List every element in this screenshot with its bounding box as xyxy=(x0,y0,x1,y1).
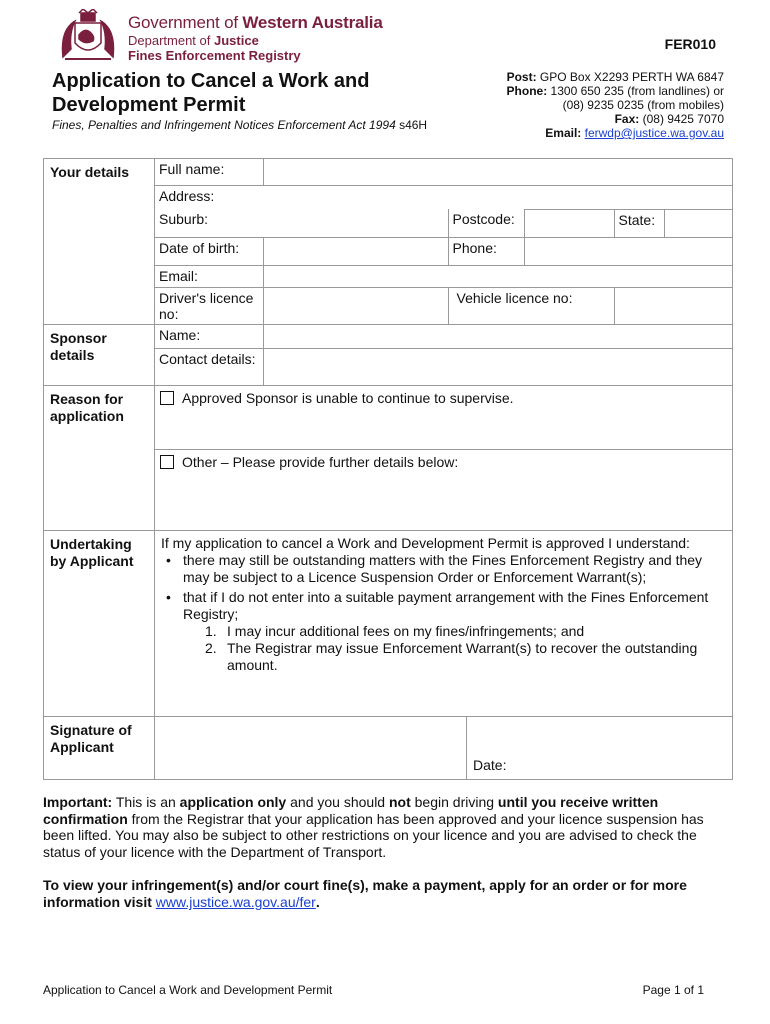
reason-option-other[interactable] xyxy=(155,450,732,530)
undertaking-bullet-2: • that if I do not enter into a suitable payment arrangement with the Fines Enforcement Registry; 1. I may incur additional fees on my fines/infringements; and 2. The Registrar may issue Enforcement Warrant(s) to recover the outstanding amount. xyxy=(161,589,726,674)
sponsor-name-label: Name: xyxy=(155,325,263,349)
justice-link[interactable]: www.justice.wa.gov.au/fer xyxy=(155,894,316,910)
reason-option2-label: Other – Please provide further details below: xyxy=(182,453,459,470)
vehicle-licence-label: Vehicle licence no: xyxy=(448,287,614,324)
view-info: To view your infringement(s) and/or court fine(s), make a payment, apply for an order or for more information visit www.justice.wa.gov.au/fer. xyxy=(43,877,687,910)
state-field[interactable] xyxy=(664,209,732,237)
signature-field[interactable] xyxy=(155,717,467,779)
suburb-field[interactable] xyxy=(155,209,448,237)
dob-field[interactable] xyxy=(263,237,448,265)
reason-option1-label: Approved Sponsor is unable to continue to supervise. xyxy=(182,389,514,406)
important-notice: Important: This is an application only and you should not begin driving until you receive written confirmation from the Registrar that your application has been approved and your licence suspension has been lifted. You may also be subject to other restrictions on your licence and you are advised to check the status of your licence with the Department of Transport. xyxy=(43,794,704,860)
email-field[interactable] xyxy=(263,265,732,287)
reason-option-approved[interactable] xyxy=(155,386,732,450)
undertaking-intro: If my application to cancel a Work and Development Permit is approved I understand: xyxy=(161,534,690,551)
address-label: Address: xyxy=(155,185,732,209)
drivers-licence-field[interactable] xyxy=(263,287,448,324)
page-number: Page 1 of 1 xyxy=(642,983,704,997)
sponsor-details-label: Sponsor details xyxy=(44,324,155,385)
act-reference: Fines, Penalties and Infringement Notices Enforcement Act 1994 s46H xyxy=(52,118,428,132)
phone-line-2: (08) 9235 0235 (from mobiles) xyxy=(562,98,724,112)
suburb-label: Suburb: xyxy=(159,211,209,227)
phone-label: Phone: xyxy=(448,237,524,265)
undertaking-bullet-1: • there may still be outstanding matters with the Fines Enforcement Registry and they may be subject to a Licence Suspension Order or Enforcement Warrant(s); xyxy=(161,552,726,586)
registry-title: Fines Enforcement Registry xyxy=(128,48,301,63)
full-name-field[interactable] xyxy=(263,159,732,185)
undertaking-sub-1: 1. I may incur additional fees on my fines/infringements; and xyxy=(205,623,726,640)
email-line: Email: ferwdp@justice.wa.gov.au xyxy=(545,126,724,140)
date-label: Date: xyxy=(473,756,507,773)
checkbox-other[interactable] xyxy=(160,455,174,469)
checkbox-sponsor-unable[interactable] xyxy=(160,391,174,405)
page-title: Application to Cancel a Work and Development Permit xyxy=(52,70,370,116)
contact-details-label: Contact details: xyxy=(155,349,263,385)
undertaking-sub-2: 2. The Registrar may issue Enforcement Warrant(s) to recover the outstanding amount. xyxy=(205,640,726,674)
dob-label: Date of birth: xyxy=(155,237,263,265)
vehicle-licence-field[interactable] xyxy=(614,287,732,324)
header xyxy=(0,0,770,160)
form-code: FER010 xyxy=(664,36,716,52)
government-title: Government of Western Australia xyxy=(128,13,383,32)
application-form xyxy=(43,158,733,780)
wa-crest-logo xyxy=(55,9,121,61)
fax-line: Fax: (08) 9425 7070 xyxy=(614,112,724,126)
date-field[interactable] xyxy=(467,717,732,779)
email-link[interactable]: ferwdp@justice.wa.gov.au xyxy=(584,126,724,140)
undertaking-label: Undertaking by Applicant xyxy=(44,530,155,716)
phone-line: Phone: 1300 650 235 (from landlines) or xyxy=(506,84,724,98)
contact-block xyxy=(507,70,724,140)
footer-title: Application to Cancel a Work and Development Permit xyxy=(43,983,333,997)
state-label: State: xyxy=(614,209,664,237)
email-label: Email: xyxy=(155,265,263,287)
post-line: Post: GPO Box X2293 PERTH WA 6847 xyxy=(506,70,724,84)
sponsor-name-field[interactable] xyxy=(263,325,732,349)
full-name-label: Full name: xyxy=(155,159,263,185)
contact-details-field[interactable] xyxy=(263,349,732,385)
drivers-licence-label: Driver's licence no: xyxy=(155,287,263,324)
phone-field[interactable] xyxy=(524,237,732,265)
undertaking-text xyxy=(155,530,733,716)
reason-label: Reason for application xyxy=(44,385,155,530)
department-title: Department of Justice xyxy=(128,33,259,48)
postcode-field[interactable] xyxy=(524,209,614,237)
signature-label: Signature of Applicant xyxy=(44,716,155,779)
your-details-label: Your details xyxy=(44,159,155,325)
postcode-label: Postcode: xyxy=(448,209,524,237)
